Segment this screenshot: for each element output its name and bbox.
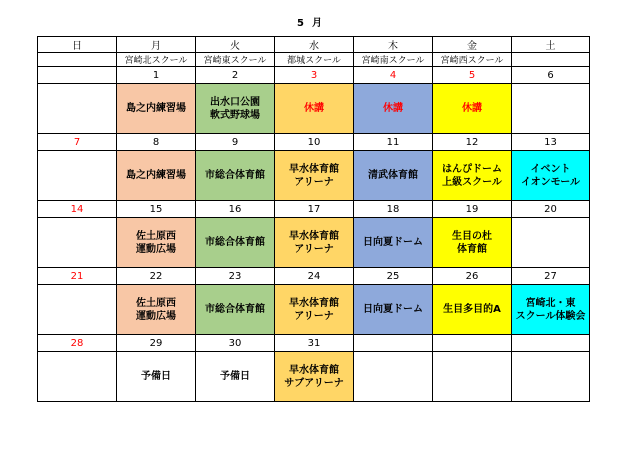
date-cell bbox=[433, 335, 512, 352]
month-number: 5 bbox=[297, 18, 304, 29]
venue-cell: 宮崎北・東 スクール体験会 bbox=[512, 285, 590, 335]
venue-cell bbox=[38, 218, 117, 268]
week-1-dates bbox=[38, 67, 590, 84]
date-cell: 12 bbox=[433, 134, 512, 151]
date-cell: 16 bbox=[196, 201, 275, 218]
venue-cell: 市総合体育館 bbox=[196, 218, 275, 268]
venue-cell: 予備日 bbox=[196, 352, 275, 402]
date-cell: 14 bbox=[38, 201, 117, 218]
venue-cell bbox=[38, 285, 117, 335]
date-cell: 17 bbox=[275, 201, 354, 218]
date-cell: 31 bbox=[275, 335, 354, 352]
date-cell: 30 bbox=[196, 335, 275, 352]
weekday-fri: 金 bbox=[433, 37, 512, 53]
week-4-venues bbox=[38, 285, 590, 335]
venue-cell: 市総合体育館 bbox=[196, 151, 275, 201]
venue-cell: 休講 bbox=[275, 84, 354, 134]
date-cell bbox=[38, 67, 117, 84]
date-cell: 6 bbox=[512, 67, 590, 84]
week-4-dates bbox=[38, 268, 590, 285]
venue-cell: 生目の杜 体育館 bbox=[433, 218, 512, 268]
date-cell: 18 bbox=[354, 201, 433, 218]
date-cell bbox=[354, 335, 433, 352]
date-cell: 23 bbox=[196, 268, 275, 285]
date-cell: 26 bbox=[433, 268, 512, 285]
week-3-venues bbox=[38, 218, 590, 268]
week-5-venues bbox=[38, 352, 590, 402]
date-cell: 2 bbox=[196, 67, 275, 84]
date-cell: 29 bbox=[117, 335, 196, 352]
date-cell: 21 bbox=[38, 268, 117, 285]
school-row bbox=[38, 53, 590, 67]
date-cell: 13 bbox=[512, 134, 590, 151]
date-cell: 24 bbox=[275, 268, 354, 285]
week-5-dates bbox=[38, 335, 590, 352]
date-cell: 15 bbox=[117, 201, 196, 218]
venue-cell bbox=[512, 218, 590, 268]
weekday-thu: 木 bbox=[354, 37, 433, 53]
week-2-venues bbox=[38, 151, 590, 201]
week-1-venues bbox=[38, 84, 590, 134]
weekday-tue: 火 bbox=[196, 37, 275, 53]
date-cell bbox=[512, 335, 590, 352]
school-sun bbox=[38, 53, 117, 67]
date-cell: 25 bbox=[354, 268, 433, 285]
date-cell: 3 bbox=[275, 67, 354, 84]
venue-cell: 島之内練習場 bbox=[117, 151, 196, 201]
venue-cell: 市総合体育館 bbox=[196, 285, 275, 335]
venue-cell bbox=[512, 84, 590, 134]
calendar-title bbox=[0, 14, 619, 29]
venue-cell: イベント イオンモール bbox=[512, 151, 590, 201]
venue-cell: 島之内練習場 bbox=[117, 84, 196, 134]
venue-cell: 早水体育館 アリーナ bbox=[275, 151, 354, 201]
date-cell: 27 bbox=[512, 268, 590, 285]
date-cell: 22 bbox=[117, 268, 196, 285]
weekday-header-row bbox=[38, 37, 590, 53]
weekday-mon: 月 bbox=[117, 37, 196, 53]
school-fri: 宮崎西スクール bbox=[433, 53, 512, 67]
date-cell: 10 bbox=[275, 134, 354, 151]
school-mon: 宮崎北スクール bbox=[117, 53, 196, 67]
venue-cell: 早水体育館 サブアリーナ bbox=[275, 352, 354, 402]
venue-cell: 予備日 bbox=[117, 352, 196, 402]
venue-cell bbox=[38, 352, 117, 402]
venue-cell: 出水口公園 軟式野球場 bbox=[196, 84, 275, 134]
venue-cell: 佐土原西 運動広場 bbox=[117, 285, 196, 335]
date-cell: 8 bbox=[117, 134, 196, 151]
date-cell: 5 bbox=[433, 67, 512, 84]
venue-cell: 休講 bbox=[433, 84, 512, 134]
schedule-calendar bbox=[37, 36, 590, 402]
school-wed: 都城スクール bbox=[275, 53, 354, 67]
weekday-wed: 水 bbox=[275, 37, 354, 53]
venue-cell bbox=[354, 352, 433, 402]
month-unit: 月 bbox=[311, 18, 322, 29]
weekday-sat: 土 bbox=[512, 37, 590, 53]
venue-cell bbox=[512, 352, 590, 402]
date-cell: 9 bbox=[196, 134, 275, 151]
date-cell: 4 bbox=[354, 67, 433, 84]
venue-cell: 日向夏ドーム bbox=[354, 285, 433, 335]
venue-cell: 日向夏ドーム bbox=[354, 218, 433, 268]
date-cell: 1 bbox=[117, 67, 196, 84]
school-thu: 宮崎南スクール bbox=[354, 53, 433, 67]
venue-cell: 早水体育館 アリーナ bbox=[275, 285, 354, 335]
date-cell: 28 bbox=[38, 335, 117, 352]
weekday-sun: 日 bbox=[38, 37, 117, 53]
venue-cell: 佐土原西 運動広場 bbox=[117, 218, 196, 268]
venue-cell: 生目多目的A bbox=[433, 285, 512, 335]
venue-cell bbox=[38, 151, 117, 201]
school-tue: 宮崎東スクール bbox=[196, 53, 275, 67]
venue-cell: 早水体育館 アリーナ bbox=[275, 218, 354, 268]
venue-cell: 休講 bbox=[354, 84, 433, 134]
venue-cell: 清武体育館 bbox=[354, 151, 433, 201]
venue-cell: はんぴドーム 上級スクール bbox=[433, 151, 512, 201]
week-3-dates bbox=[38, 201, 590, 218]
date-cell: 11 bbox=[354, 134, 433, 151]
date-cell: 19 bbox=[433, 201, 512, 218]
venue-cell bbox=[433, 352, 512, 402]
week-2-dates bbox=[38, 134, 590, 151]
school-sat bbox=[512, 53, 590, 67]
date-cell: 7 bbox=[38, 134, 117, 151]
venue-cell bbox=[38, 84, 117, 134]
date-cell: 20 bbox=[512, 201, 590, 218]
